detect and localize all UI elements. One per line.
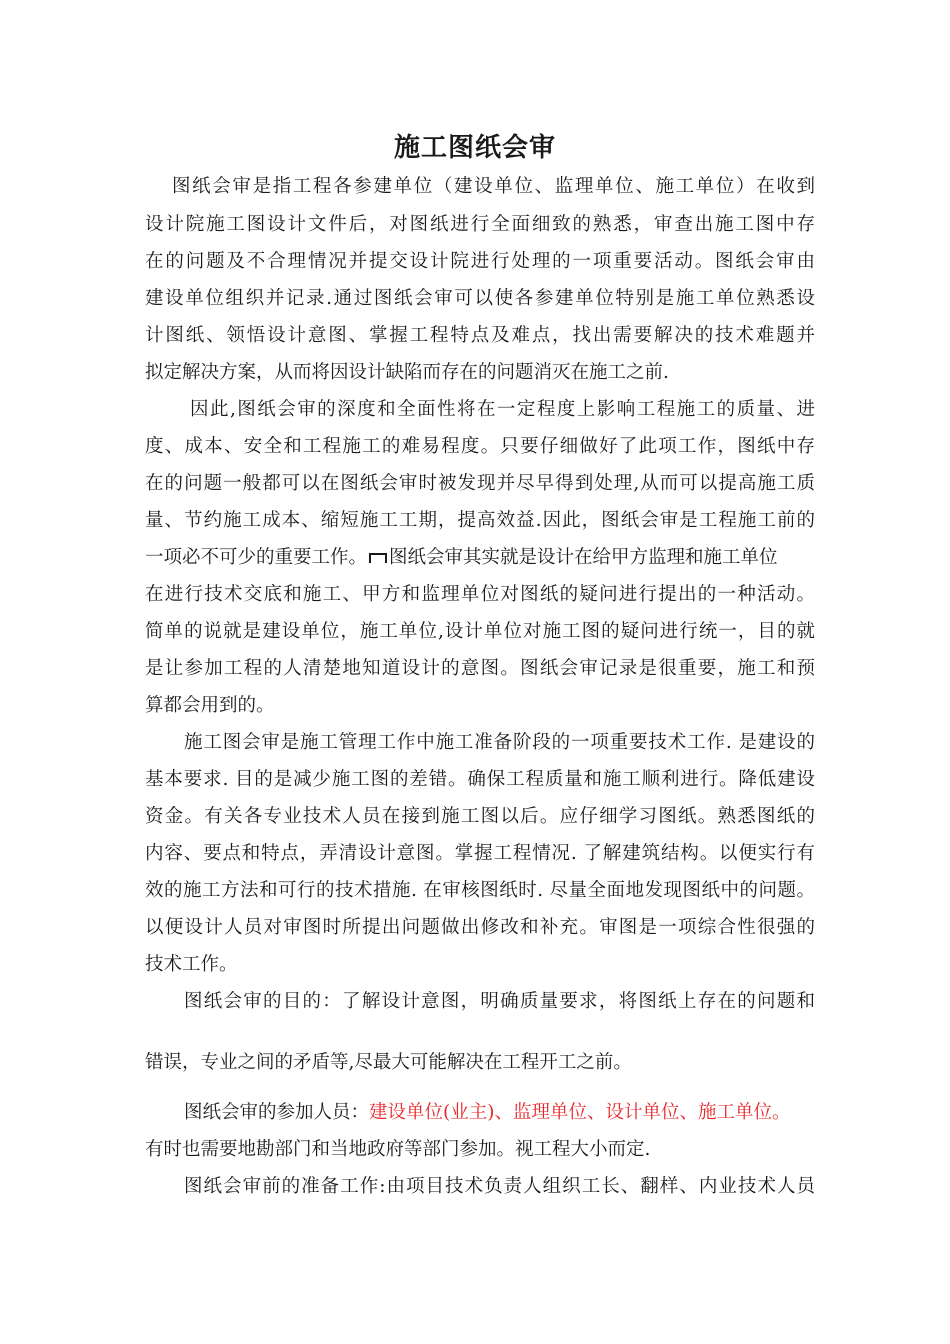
paragraph-3-line-7: 技术工作。 xyxy=(145,954,238,975)
paragraph-2-line-5-start: 一项必不可少的重要工作。 xyxy=(145,547,368,568)
paragraph-2-line-5-end: 图纸会审其实就是设计在给甲方监理和施工单位 xyxy=(389,547,778,568)
paragraph-5-line-1 xyxy=(184,1098,815,1128)
paragraph-2-line-2: 度、成本、安全和工程施工的难易程度。只要仔细做好了此项工作，图纸中存 xyxy=(145,436,815,457)
paragraph-3-line-5: 效的施工方法和可行的技术措施. 在审核图纸时. 尽量全面地发现图纸中的问题。 xyxy=(145,880,815,901)
paragraph-1-line-3: 在的问题及不合理情况并提交设计院进行处理的一项重要活动。图纸会审由 xyxy=(145,251,815,272)
paragraph-1-line-1: 图纸会审是指工程各参建单位（建设单位、监理单位、施工单位）在收到 xyxy=(172,176,815,197)
paragraph-2-line-5 xyxy=(145,543,815,573)
paragraph-2-line-3: 在的问题一般都可以在图纸会审时被发现并尽早得到处理,从而可以提高施工质 xyxy=(145,473,815,494)
bracket-mark-icon xyxy=(369,553,387,563)
paragraph-3-line-4: 内容、要点和特点，弄清设计意图。掌握工程情况. 了解建筑结构。以便实行有 xyxy=(145,843,815,864)
paragraph-4-line-1: 图纸会审的目的：了解设计意图，明确质量要求，将图纸上存在的问题和 xyxy=(184,991,815,1012)
paragraph-1-line-2: 设计院施工图设计文件后，对图纸进行全面细致的熟悉，审查出施工图中存 xyxy=(145,214,815,235)
paragraph-3-line-3: 资金。有关各专业技术人员在接到施工图以后。应仔细学习图纸。熟悉图纸的 xyxy=(145,806,815,827)
paragraph-2-line-7: 简单的说就是建设单位，施工单位,设计单位对施工图的疑问进行统一，目的就 xyxy=(145,621,815,642)
paragraph-6-line-1: 图纸会审前的准备工作:由项目技术负责人组织工长、翻样、内业技术人员 xyxy=(184,1176,815,1197)
paragraph-1-line-4: 建设单位组织并记录.通过图纸会审可以使各参建单位特别是施工单位熟悉设 xyxy=(145,288,815,309)
paragraph-2-line-4: 量、节约施工成本、缩短施工工期，提高效益.因此，图纸会审是工程施工前的 xyxy=(145,510,815,531)
paragraph-2-line-1: 因此,图纸会审的深度和全面性将在一定程度上影响工程施工的质量、进 xyxy=(190,399,815,420)
paragraph-3-line-6: 以便设计人员对审图时所提出问题做出修改和补充。审图是一项综合性很强的 xyxy=(145,917,815,938)
paragraph-5-line-2: 有时也需要地勘部门和当地政府等部门参加。视工程大小而定. xyxy=(145,1139,651,1160)
participants-highlight: 建设单位(业主)、监理单位、设计单位、施工单位。 xyxy=(369,1102,791,1123)
paragraph-2-line-9: 算都会用到的。 xyxy=(145,695,275,716)
paragraph-1-line-5: 计图纸、领悟设计意图、掌握工程特点及难点，找出需要解决的技术难题并 xyxy=(145,325,815,346)
participants-label: 图纸会审的参加人员： xyxy=(184,1102,370,1123)
paragraph-2-line-8: 是让参加工程的人清楚地知道设计的意图。图纸会审记录是很重要，施工和预 xyxy=(145,658,815,679)
paragraph-3-line-2: 基本要求. 目的是减少施工图的差错。确保工程质量和施工顺利进行。降低建设 xyxy=(145,769,815,790)
paragraph-3-line-1: 施工图会审是施工管理工作中施工准备阶段的一项重要技术工作. 是建设的 xyxy=(184,732,815,753)
paragraph-1-line-6: 拟定解决方案，从而将因设计缺陷而存在的问题消灭在施工之前. xyxy=(145,362,669,383)
document-title: 施工图纸会审 xyxy=(393,133,556,163)
paragraph-2-line-6: 在进行技术交底和施工、甲方和监理单位对图纸的疑问进行提出的一种活动。 xyxy=(145,584,815,605)
paragraph-4-line-2: 错误，专业之间的矛盾等,尽最大可能解决在工程开工之前。 xyxy=(145,1052,632,1073)
